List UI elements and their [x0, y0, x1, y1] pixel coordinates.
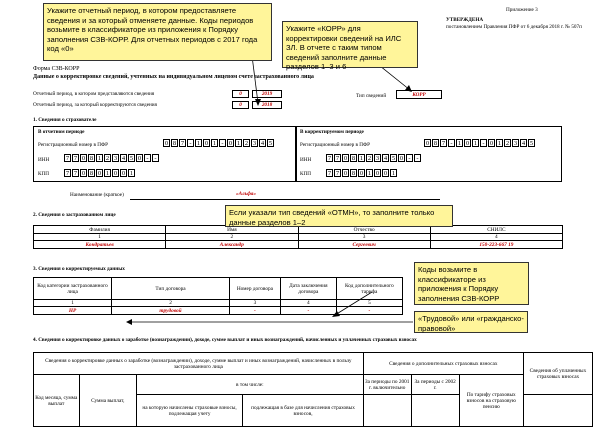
digit-cell[interactable]: -	[187, 139, 194, 147]
digit-cell[interactable]: 4	[383, 155, 388, 162]
digit-cell[interactable]: 7	[335, 155, 340, 162]
digit-cell[interactable]: 0	[113, 170, 118, 177]
header-paid-contrib: Сведения об уплаченных страховых взносах	[523, 353, 592, 395]
header-sum: Сумма выплат,	[79, 375, 136, 427]
header-additional-contrib: Сведения о дополнительных страховых взносах	[363, 353, 523, 375]
digit-cell[interactable]: 8	[89, 170, 94, 177]
header-month-code: Код месяца, сумма выплат	[34, 375, 80, 427]
digit-cell[interactable]: 2	[505, 140, 510, 147]
digit-cell[interactable]: 0	[97, 170, 102, 177]
header-contract-type: Тип договора	[112, 278, 230, 300]
category-code-value[interactable]: НР	[34, 307, 112, 315]
digit-cell[interactable]: 1	[97, 155, 102, 162]
patronymic-value[interactable]: Сергеевич	[298, 241, 430, 249]
digit-cell[interactable]: 7	[73, 170, 78, 177]
digit-cell[interactable]: -	[480, 139, 487, 147]
header-patronymic: Отчество	[298, 226, 430, 234]
digit-cell[interactable]: 1	[212, 140, 217, 147]
reg-label-left: Регистрационный номер в ПФР	[38, 142, 109, 148]
header-snils: СНИЛС	[430, 226, 562, 234]
tariff-code-value[interactable]: -	[336, 307, 402, 315]
company-name-label: Наименование (краткое)	[70, 192, 124, 198]
col-num: 1	[34, 300, 112, 307]
digit-cell[interactable]: 2	[367, 155, 372, 162]
header-including: в том числе:	[136, 375, 363, 395]
header-contract-date: Дата заключения договора	[280, 278, 336, 300]
digit-cell[interactable]: 0	[383, 170, 388, 177]
corr-year-box[interactable]: 2018	[252, 101, 282, 109]
inn-label-left: ИНН	[38, 157, 50, 163]
digit-cell[interactable]: 3	[375, 155, 380, 162]
digit-cell[interactable]: 7	[65, 170, 70, 177]
digit-cell[interactable]: 0	[425, 140, 430, 147]
type-label: Тип сведений	[356, 93, 387, 99]
digit-cell[interactable]: -	[448, 139, 455, 147]
kpp-label-left: КПП	[38, 171, 49, 177]
digit-cell[interactable]: 0	[375, 170, 380, 177]
header-tariff: По тарифу страховых взносов на страховую пенсию	[459, 375, 523, 427]
digit-cell[interactable]: 1	[359, 155, 364, 162]
digit-cell[interactable]: 1	[105, 170, 110, 177]
digit-cell[interactable]: 0	[81, 170, 86, 177]
digit-cell[interactable]: 1	[196, 140, 201, 147]
tooltip-otmn: Если указали тип сведений «ОТМН», то заполните только данные разделов 1–2	[225, 205, 453, 227]
surname-value[interactable]: Кондратьев	[34, 241, 166, 249]
digit-cell[interactable]: 4	[260, 140, 265, 147]
header-surname: Фамилия	[34, 226, 166, 234]
report-period-label: Отчетный период, в котором представляются сведения	[33, 91, 155, 97]
digit-cell[interactable]: 7	[65, 155, 70, 162]
digit-cell[interactable]: 0	[489, 140, 494, 147]
corr-period-code-box[interactable]: 0	[232, 101, 249, 109]
snils-value[interactable]: 150-223-667 19	[430, 241, 562, 249]
form-title: Данные о корректировке сведений, учтенных на индивидуальном лицевом счете застрахованного лица	[33, 74, 314, 80]
digit-cell[interactable]: 1	[497, 140, 502, 147]
digit-cell[interactable]: 0	[121, 170, 126, 177]
digit-cell[interactable]: 5	[529, 140, 534, 147]
section2-title: 2. Сведения о застрахованном лице	[33, 212, 116, 218]
header-name: Имя	[166, 226, 298, 234]
digit-cell[interactable]: 8	[351, 155, 356, 162]
digit-cell[interactable]: 0	[204, 140, 209, 147]
header-from-2002: За периоды с 2002 г.	[411, 375, 459, 395]
digit-cell[interactable]: 1	[367, 170, 372, 177]
contract-date-value[interactable]: -	[280, 307, 336, 315]
col-num: 5	[336, 300, 402, 307]
digit-cell[interactable]: 8	[89, 155, 94, 162]
appendix-label: Приложение 3	[506, 7, 538, 13]
digit-cell[interactable]: 7	[441, 140, 446, 147]
digit-cell[interactable]: 8	[351, 170, 356, 177]
digit-cell[interactable]: 4	[521, 140, 526, 147]
digit-cell[interactable]: -	[144, 154, 151, 162]
digit-cell[interactable]: 0	[137, 155, 142, 162]
decree-text: постановлением Правления ПФР от 6 декабря 2018 г. № 507п	[446, 24, 582, 30]
section3-title: 3. Сведения о корректируемых данных	[33, 266, 125, 272]
digit-cell[interactable]: -	[152, 154, 159, 162]
col-num: 2	[166, 234, 298, 241]
header-base2: подлежащая в базе для начисления страховых взносов,	[243, 395, 363, 427]
header-before-2001: За периоды по 2001 г. включительно	[363, 375, 411, 395]
digit-cell[interactable]: 0	[343, 155, 348, 162]
digit-cell[interactable]: 0	[343, 170, 348, 177]
digit-cell[interactable]: 1	[473, 140, 478, 147]
digit-cell[interactable]: 2	[105, 155, 110, 162]
company-name-value[interactable]: «Альфа»	[236, 191, 256, 197]
type-value-box[interactable]: КОРР	[396, 90, 442, 99]
digit-cell[interactable]: 0	[228, 140, 233, 147]
section4-title: 4. Сведения о корректировке данных о заработке (вознаграждении), доходе, сумме выплат и иных вознаграждений, начисленных и уплаченных страховых взносах	[33, 337, 417, 343]
contract-number-value[interactable]: -	[229, 307, 280, 315]
digit-cell[interactable]: -	[219, 139, 226, 147]
digit-cell[interactable]: 7	[327, 170, 332, 177]
digit-cell[interactable]: 5	[268, 140, 273, 147]
left-period-title: В отчетном периоде	[38, 129, 85, 135]
digit-cell[interactable]: 2	[244, 140, 249, 147]
digit-cell[interactable]: 0	[359, 170, 364, 177]
digit-cell[interactable]: 1	[236, 140, 241, 147]
digit-cell[interactable]: 1	[457, 140, 462, 147]
inn-label-right: ИНН	[300, 157, 312, 163]
col-num: 4	[430, 234, 562, 241]
header-tariff-code: Код дополнительного тарифа	[336, 278, 402, 300]
col-num: 1	[34, 234, 166, 241]
col-num: 3	[298, 234, 430, 241]
digit-cell[interactable]: 5	[129, 155, 134, 162]
digit-cell[interactable]: 5	[391, 155, 396, 162]
form-name: Форма СЗВ-КОРР	[33, 66, 80, 72]
header-base: на которую начислены страховые взносы, подлежащая учету	[136, 395, 242, 427]
approved-label: УТВЕРЖДЕНА	[446, 17, 484, 23]
digit-cell[interactable]: -	[414, 154, 421, 162]
reg-label-right: Регистрационный номер в ПФР	[300, 142, 371, 148]
digit-cell[interactable]: 8	[433, 140, 438, 147]
digit-cell[interactable]: 0	[399, 155, 404, 162]
contract-type-value[interactable]: трудовой	[112, 307, 230, 315]
kpp-label-right: КПП	[300, 171, 311, 177]
digit-cell[interactable]: 1	[391, 170, 396, 177]
section1-title: 1. Сведения о страхователе	[33, 117, 97, 123]
name-value[interactable]: Александр	[166, 241, 298, 249]
col-num: 3	[229, 300, 280, 307]
tooltip-korr: Укажите «КОРР» для корректировки сведений на ИЛС ЗЛ. В отчете с таким типом сведений заполните данные разделов 1–3 и 6	[282, 21, 418, 68]
right-period-title: В корректируемом периоде	[300, 129, 364, 135]
digit-cell[interactable]: -	[406, 154, 413, 162]
header-earnings: Сведения о корректировке данных о заработке (вознаграждении), доходе, сумме выплат и иных вознаграждений, начисленных в пользу застрахованного лица	[34, 353, 364, 375]
digit-cell[interactable]: 7	[327, 155, 332, 162]
corr-period-label: Отчетный период, за который корректируются сведения	[33, 102, 157, 108]
report-year-box[interactable]: 2019	[252, 90, 282, 98]
tooltip-period: Укажите отчетный период, в котором предоставляете сведения и за который отменяете данные. Коды периодов возьмите в классификаторе из приложения к Порядку заполнения СЗВ-КОРР. Для отчетных периодов с 2017 года код «0»	[43, 3, 272, 61]
digit-cell[interactable]: 4	[121, 155, 126, 162]
tooltip-contract: «Трудовой» или «гражданско-правовой»	[414, 311, 528, 333]
report-period-code-box[interactable]: 0	[232, 90, 249, 98]
digit-cell[interactable]: 0	[81, 155, 86, 162]
digit-cell[interactable]: 0	[164, 140, 169, 147]
digit-cell[interactable]: 8	[172, 140, 177, 147]
header-contract-number: Номер договора	[229, 278, 280, 300]
tooltip-codes: Коды возьмите в классификаторе из приложения к Порядку заполнения СЗВ-КОРР	[414, 262, 529, 305]
col-num: 2	[112, 300, 230, 307]
digit-cell[interactable]: 7	[335, 170, 340, 177]
header-category-code: Код категории застрахованного лица	[34, 278, 112, 300]
digit-cell[interactable]: 1	[129, 170, 134, 177]
digit-cell[interactable]: 7	[73, 155, 78, 162]
digit-cell[interactable]: 3	[113, 155, 118, 162]
digit-cell[interactable]: 0	[465, 140, 470, 147]
col-num: 4	[280, 300, 336, 307]
digit-cell[interactable]: 7	[180, 140, 185, 147]
digit-cell[interactable]: 3	[252, 140, 257, 147]
digit-cell[interactable]: 3	[513, 140, 518, 147]
